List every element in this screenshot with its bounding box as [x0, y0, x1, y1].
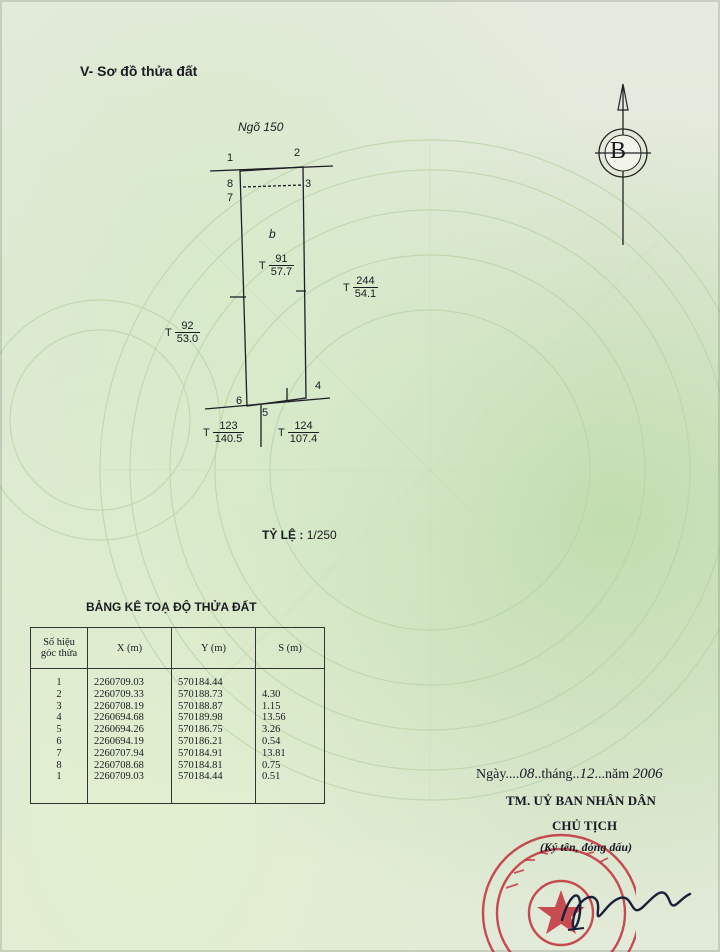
- cell-y: 570184.81: [172, 760, 256, 772]
- plot-inner-line: [243, 185, 303, 187]
- col-header-corner: Số hiệu góc thửa: [31, 628, 88, 669]
- col-header-y: Y (m): [172, 628, 256, 669]
- cell-x: 2260708.19: [88, 701, 172, 713]
- coordinates-table: [30, 627, 325, 804]
- cell-y: 570186.21: [172, 736, 256, 748]
- cell-corner: 1: [31, 669, 88, 689]
- parcel-123: [203, 420, 244, 445]
- parcel-prefix: T: [165, 326, 172, 339]
- col-header-x: X (m): [88, 628, 172, 669]
- corner-label-4: 4: [315, 380, 322, 392]
- section-title: V- Sơ đồ thửa đất: [80, 63, 198, 79]
- cell-corner: 7: [31, 748, 88, 760]
- cell-corner: 2: [31, 689, 88, 701]
- handwritten-signature: [540, 872, 710, 952]
- col-header-s: S (m): [256, 628, 325, 669]
- parcel-92: [165, 320, 200, 345]
- cell-y: 570188.87: [172, 701, 256, 713]
- scale-value: 1/250: [306, 528, 337, 542]
- cell-s: 13.56: [256, 712, 325, 724]
- corner-label-6: 6: [236, 395, 243, 407]
- cell-corner: 3: [31, 701, 88, 713]
- date-year: 2006: [632, 766, 663, 782]
- parcel-number: 124: [288, 420, 320, 433]
- cell-x: 2260707.94: [88, 748, 172, 760]
- cell-s: 0.51: [256, 771, 325, 803]
- table-row: [31, 712, 325, 724]
- scale-line: [262, 528, 337, 542]
- cell-s: 4.30: [256, 689, 325, 701]
- cell-s: 0.54: [256, 736, 325, 748]
- parcel-number: 91: [269, 253, 294, 266]
- parcel-area: 53.0: [176, 333, 199, 345]
- cell-s: 3.26: [256, 724, 325, 736]
- cell-s: 0.75: [256, 760, 325, 772]
- date-day: 08: [519, 766, 535, 782]
- cell-s: 1.15: [256, 701, 325, 713]
- cell-x: 2260694.26: [88, 724, 172, 736]
- scale-label: TỶ LỆ :: [262, 528, 304, 542]
- parcel-number: 244: [353, 275, 378, 288]
- corner-label-7: 7: [227, 192, 234, 204]
- corner-label-1: 1: [227, 152, 234, 164]
- parcel-prefix: T: [343, 281, 350, 294]
- parcel-area: 107.4: [289, 433, 318, 445]
- cell-corner: 4: [31, 712, 88, 724]
- cell-corner: 1: [31, 771, 88, 803]
- cell-corner: 6: [31, 736, 88, 748]
- corner-label-3: 3: [305, 178, 312, 190]
- cell-y: 570188.73: [172, 689, 256, 701]
- date-prefix: Ngày: [476, 767, 506, 782]
- north-label: B: [610, 138, 627, 164]
- cell-y: 570184.44: [172, 771, 256, 803]
- cell-y: 570186.75: [172, 724, 256, 736]
- cell-y: 570184.91: [172, 748, 256, 760]
- cell-s: 13.81: [256, 748, 325, 760]
- cell-x: 2260709.33: [88, 689, 172, 701]
- table-row: [31, 669, 325, 689]
- signature-date: Ngày....08..tháng..12...năm 2006: [476, 766, 663, 782]
- cell-x: 2260709.03: [88, 771, 172, 803]
- cell-x: 2260708.68: [88, 760, 172, 772]
- cell-corner: 5: [31, 724, 88, 736]
- corner-label-5: 5: [262, 407, 269, 419]
- table-row: [31, 771, 325, 803]
- cell-y: 570189.98: [172, 712, 256, 724]
- parcel-prefix: T: [278, 426, 285, 439]
- table-row: [31, 724, 325, 736]
- parcel-91: [259, 253, 294, 278]
- date-month: 12: [579, 766, 595, 782]
- road-label: Ngõ 150: [238, 120, 284, 134]
- parcel-area: 57.7: [270, 266, 293, 278]
- table-row: [31, 701, 325, 713]
- table-title: BẢNG KÊ TOẠ ĐỘ THỬA ĐẤT: [86, 600, 257, 614]
- table-row: [31, 689, 325, 701]
- parcel-number: 92: [175, 320, 200, 333]
- parcel-number: 123: [213, 420, 245, 433]
- cell-y: 570184.44: [172, 669, 256, 689]
- parcel-prefix: T: [259, 259, 266, 272]
- cell-x: 2260709.03: [88, 669, 172, 689]
- cell-x: 2260694.19: [88, 736, 172, 748]
- signature-note: (Ký tên, đóng dấu): [540, 840, 633, 854]
- table-row: [31, 748, 325, 760]
- plot-label: b: [269, 227, 276, 241]
- table-row: [31, 760, 325, 772]
- date-year-label: năm: [605, 767, 630, 782]
- cell-corner: 8: [31, 760, 88, 772]
- parcel-area: 140.5: [214, 433, 243, 445]
- signature-title: CHỦ TỊCH: [552, 818, 618, 833]
- parcel-prefix: T: [203, 426, 210, 439]
- signature-authority: TM. UỶ BAN NHÂN DÂN: [506, 793, 656, 808]
- parcel-244: [343, 275, 378, 300]
- table-header-row: [31, 628, 325, 669]
- parcel-124: [278, 420, 319, 445]
- date-month-label: tháng: [541, 767, 573, 782]
- cell-x: 2260694.68: [88, 712, 172, 724]
- table-row: [31, 736, 325, 748]
- parcel-area: 54.1: [354, 288, 377, 300]
- corner-label-8: 8: [227, 178, 234, 190]
- cell-s: [256, 669, 325, 689]
- corner-label-2: 2: [294, 147, 301, 159]
- plot-boundary: [240, 167, 306, 406]
